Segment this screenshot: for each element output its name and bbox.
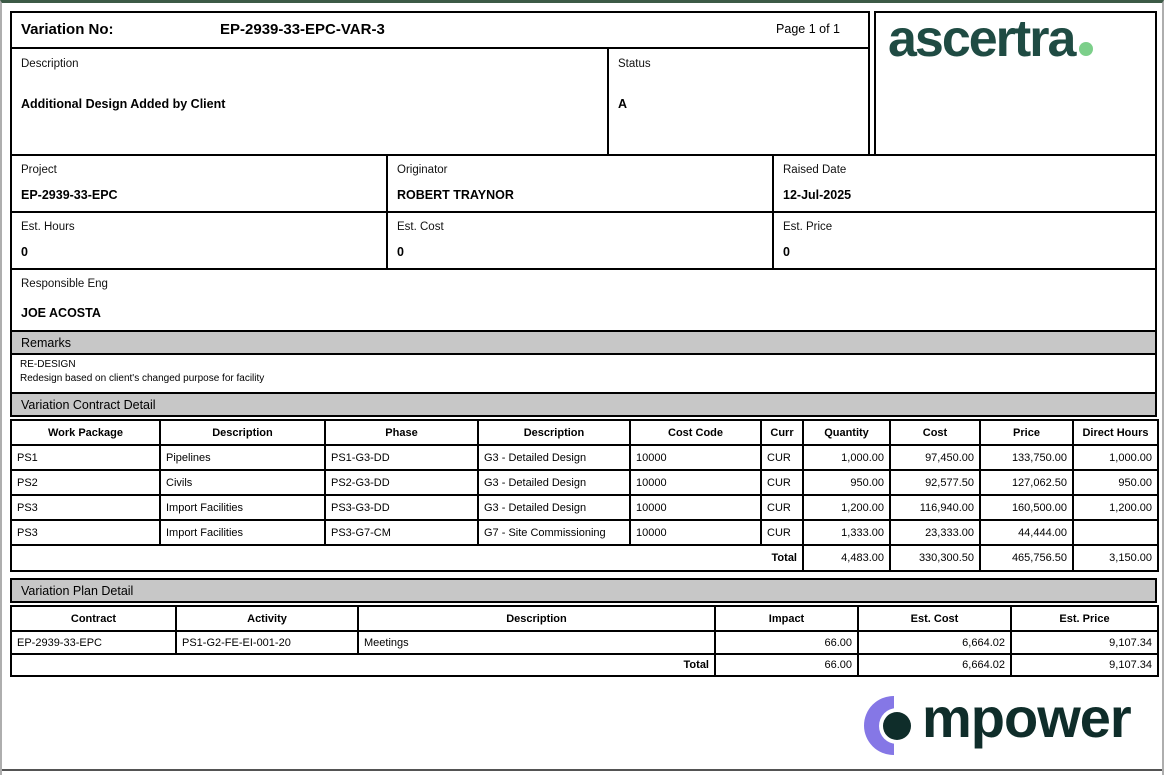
raised-date-cell [772, 156, 1155, 211]
description-cell [12, 49, 607, 154]
plan-detail-section-title: Variation Plan Detail [21, 583, 134, 598]
contract-detail-section-header [10, 392, 1157, 417]
table-cell: 1,333.00 [803, 520, 890, 545]
plan-total-est-price: 9,107.34 [1011, 654, 1158, 676]
table-cell: 10000 [630, 470, 761, 495]
table-row [11, 470, 1158, 495]
project-row [10, 154, 1157, 213]
plan-total-impact: 66.00 [715, 654, 858, 676]
table-cell: CUR [761, 520, 803, 545]
table-cell: PS2 [11, 470, 160, 495]
mpower-wordmark: mpower [922, 686, 1131, 749]
plan-detail-table [10, 605, 1159, 677]
table-cell: PS3 [11, 495, 160, 520]
column-header: Contract [11, 606, 176, 631]
column-header: Curr [761, 420, 803, 445]
contract-total-price: 465,756.50 [980, 545, 1073, 571]
ascertra-dot-icon [1079, 42, 1093, 56]
responsible-eng-value: JOE ACOSTA [21, 306, 101, 320]
variation-no-label: Variation No: [21, 21, 114, 38]
table-cell: Import Facilities [160, 495, 325, 520]
contract-total-cost: 330,300.50 [890, 545, 980, 571]
column-header: Price [980, 420, 1073, 445]
est-price-value: 0 [783, 245, 790, 259]
est-hours-value: 0 [21, 245, 28, 259]
table-cell: 9,107.34 [1011, 631, 1158, 654]
column-header: Description [358, 606, 715, 631]
table-cell: G3 - Detailed Design [478, 495, 630, 520]
responsible-eng-row [10, 268, 1157, 332]
table-cell: G7 - Site Commissioning [478, 520, 630, 545]
column-header: Description [160, 420, 325, 445]
contract-total-row [11, 545, 1158, 571]
column-header: Work Package [11, 420, 160, 445]
est-cost-cell [386, 213, 772, 268]
table-cell [1073, 520, 1158, 545]
table-cell: 1,200.00 [803, 495, 890, 520]
table-row [11, 520, 1158, 545]
ascertra-logo-box [874, 11, 1157, 156]
ascertra-wordmark: ascertra [888, 10, 1075, 68]
table-cell: Pipelines [160, 445, 325, 470]
column-header: Cost [890, 420, 980, 445]
table-cell: PS1-G3-DD [325, 445, 478, 470]
table-cell: 10000 [630, 445, 761, 470]
column-header: Phase [325, 420, 478, 445]
column-header: Cost Code [630, 420, 761, 445]
table-cell: CUR [761, 495, 803, 520]
table-cell: PS1 [11, 445, 160, 470]
column-header: Est. Price [1011, 606, 1158, 631]
status-label: Status [618, 58, 651, 70]
table-cell: 66.00 [715, 631, 858, 654]
contract-total-direct-hours: 3,150.00 [1073, 545, 1158, 571]
status-cell [607, 49, 868, 154]
description-label: Description [21, 58, 79, 70]
variation-title-row [12, 13, 868, 49]
remarks-content [10, 353, 1157, 394]
est-hours-label: Est. Hours [21, 221, 75, 233]
table-cell: 1,000.00 [1073, 445, 1158, 470]
plan-header-row [11, 606, 1158, 631]
table-cell: 44,444.00 [980, 520, 1073, 545]
table-cell: 97,450.00 [890, 445, 980, 470]
remarks-line-2: Redesign based on client's changed purpose for facility [20, 373, 265, 384]
plan-total-row [11, 654, 1158, 676]
raised-date-value: 12-Jul-2025 [783, 188, 852, 202]
est-cost-label: Est. Cost [397, 221, 444, 233]
column-header: Impact [715, 606, 858, 631]
contract-detail-section-title: Variation Contract Detail [21, 397, 156, 412]
contract-detail-table [10, 419, 1159, 572]
table-cell: PS1-G2-FE-EI-001-20 [176, 631, 358, 654]
plan-total-label: Total [11, 654, 715, 676]
page-bottom-rule [2, 769, 1162, 771]
table-cell: 133,750.00 [980, 445, 1073, 470]
contract-total-quantity: 4,483.00 [803, 545, 890, 571]
table-cell: 950.00 [1073, 470, 1158, 495]
remarks-section-header [10, 330, 1157, 355]
est-cost-value: 0 [397, 245, 404, 259]
table-cell: 23,333.00 [890, 520, 980, 545]
table-cell: PS2-G3-DD [325, 470, 478, 495]
originator-label: Originator [397, 164, 448, 176]
table-cell: Civils [160, 470, 325, 495]
table-cell: G3 - Detailed Design [478, 470, 630, 495]
table-row [11, 445, 1158, 470]
table-cell: 160,500.00 [980, 495, 1073, 520]
column-header: Direct Hours [1073, 420, 1158, 445]
table-cell: 6,664.02 [858, 631, 1011, 654]
project-cell [12, 156, 386, 211]
column-header: Activity [176, 606, 358, 631]
table-row [11, 495, 1158, 520]
table-cell: Meetings [358, 631, 715, 654]
header-box [10, 11, 870, 156]
table-cell: PS3-G7-CM [325, 520, 478, 545]
remarks-line-1: RE-DESIGN [20, 359, 76, 370]
table-row [11, 631, 1158, 654]
table-cell: CUR [761, 470, 803, 495]
page-indicator: Page 1 of 1 [776, 22, 840, 36]
mpower-logo [862, 686, 1158, 755]
table-cell: G3 - Detailed Design [478, 445, 630, 470]
project-value: EP-2939-33-EPC [21, 188, 118, 202]
est-price-cell [772, 213, 1155, 268]
table-cell: 92,577.50 [890, 470, 980, 495]
description-value: Additional Design Added by Client [21, 97, 226, 111]
estimates-row [10, 211, 1157, 270]
est-price-label: Est. Price [783, 221, 833, 233]
table-cell: EP-2939-33-EPC [11, 631, 176, 654]
project-label: Project [21, 164, 57, 176]
est-hours-cell [12, 213, 386, 268]
raised-date-label: Raised Date [783, 164, 847, 176]
mpower-dot-icon [883, 712, 911, 740]
plan-detail-section-header [10, 578, 1157, 603]
plan-total-est-cost: 6,664.02 [858, 654, 1011, 676]
table-cell: Import Facilities [160, 520, 325, 545]
column-header: Quantity [803, 420, 890, 445]
table-cell: 127,062.50 [980, 470, 1073, 495]
table-cell: 1,000.00 [803, 445, 890, 470]
table-cell: 116,940.00 [890, 495, 980, 520]
originator-value: ROBERT TRAYNOR [397, 188, 514, 202]
column-header: Description [478, 420, 630, 445]
status-value: A [618, 97, 628, 111]
ascertra-logo [888, 9, 1093, 69]
table-cell: CUR [761, 445, 803, 470]
table-cell: PS3-G3-DD [325, 495, 478, 520]
table-cell: PS3 [11, 520, 160, 545]
contract-header-row [11, 420, 1158, 445]
variation-no-value: EP-2939-33-EPC-VAR-3 [220, 21, 385, 38]
originator-cell [386, 156, 772, 211]
table-cell: 1,200.00 [1073, 495, 1158, 520]
responsible-eng-label: Responsible Eng [21, 278, 108, 290]
table-cell: 10000 [630, 495, 761, 520]
remarks-section-title: Remarks [21, 335, 72, 350]
table-cell: 950.00 [803, 470, 890, 495]
table-cell: 10000 [630, 520, 761, 545]
contract-total-label: Total [11, 545, 803, 571]
column-header: Est. Cost [858, 606, 1011, 631]
